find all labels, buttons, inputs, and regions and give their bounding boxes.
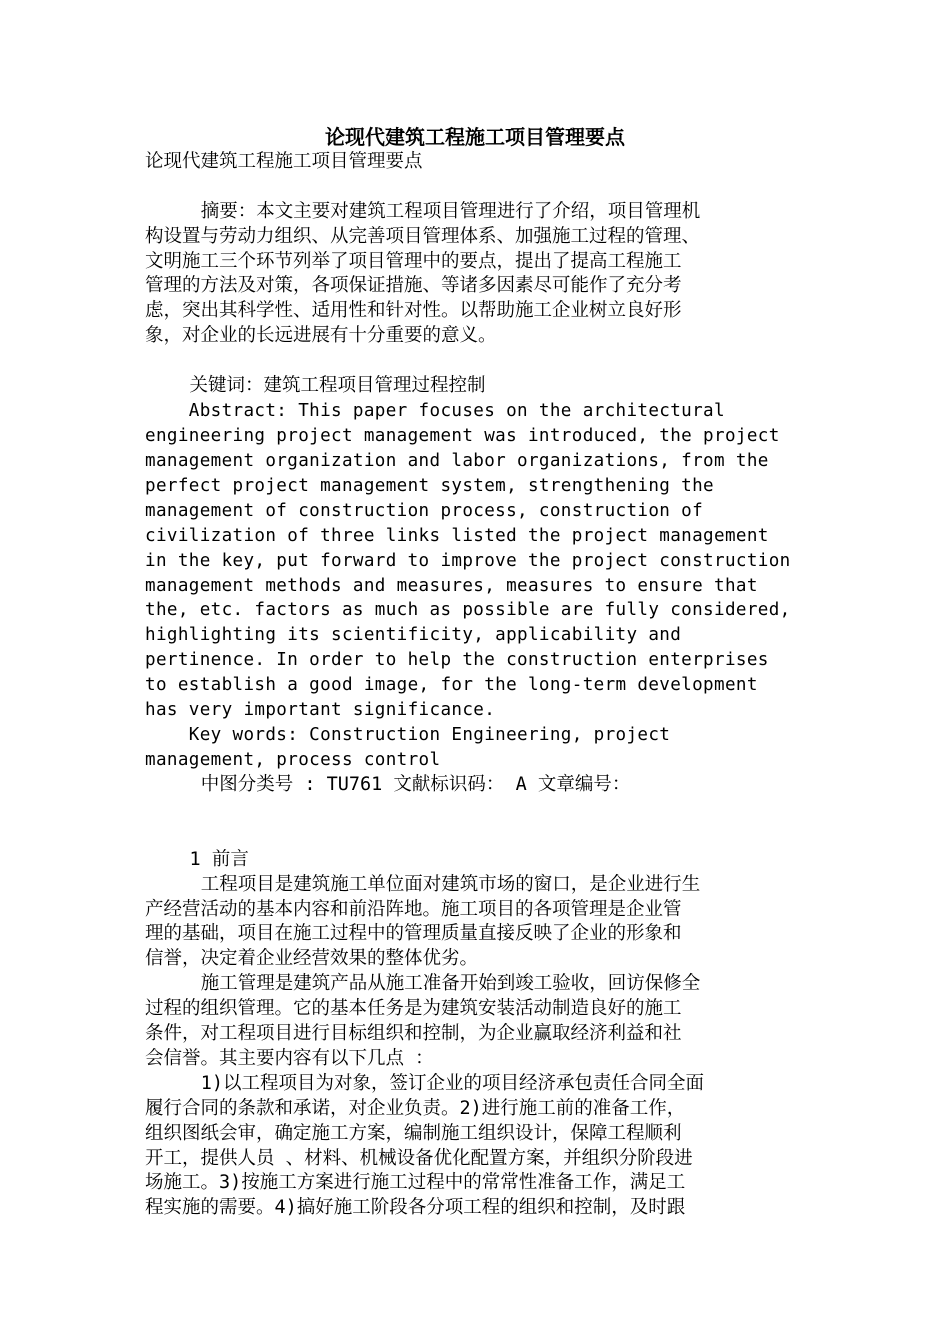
- abstract-line: 摘要：本文主要对建筑工程项目管理进行了介绍，项目管理机: [145, 201, 701, 222]
- document-title: 论现代建筑工程施工项目管理要点: [325, 125, 625, 149]
- body-line: 开工，提供人员 、材料、机械设备优化配置方案，并组织分阶段进: [145, 1148, 693, 1169]
- body-line: 组织图纸会审，确定施工方案，编制施工组织设计，保障工程顺利: [145, 1123, 682, 1144]
- body-line: 会信誉。其主要内容有以下几点 ：: [145, 1048, 434, 1069]
- english-abstract-line: management of construction process, construction of: [145, 501, 704, 521]
- body-line: 程实施的需要。4)搞好施工阶段各分项工程的组织和控制，及时跟: [145, 1197, 686, 1218]
- english-keywords-line: Key words: Construction Engineering, project: [145, 725, 671, 745]
- body-line: 履行合同的条款和承诺，对企业负责。2)进行施工前的准备工作，: [145, 1098, 686, 1119]
- english-abstract-line: management organization and labor organizations, from the: [145, 451, 769, 471]
- body-line: 理的基础，项目在施工过程中的管理质量直接反映了企业的形象和: [145, 923, 682, 944]
- english-abstract-line: has very important significance.: [145, 700, 496, 720]
- abstract-line: 虑，突出其科学性、适用性和针对性。以帮助施工企业树立良好形: [145, 300, 682, 321]
- body-line: 产经营活动的基本内容和前沿阵地。施工项目的各项管理是企业管: [145, 899, 682, 920]
- english-abstract-line: Abstract: This paper focuses on the architectural: [145, 401, 725, 421]
- english-abstract-line: the, etc. factors as much as possible are fully considered,: [145, 600, 791, 620]
- english-abstract-line: to establish a good image, for the long-term development: [145, 675, 758, 695]
- body-line: 场施工。3)按施工方案进行施工过程中的常常性准备工作，满足工: [145, 1172, 686, 1193]
- body-line: 过程的组织管理。它的基本任务是为建筑安装活动制造良好的施工: [145, 998, 682, 1019]
- english-abstract-line: in the key, put forward to improve the project construction: [145, 551, 791, 571]
- english-abstract-line: highlighting its scientificity, applicability and: [145, 625, 682, 645]
- abstract-line: 管理的方法及对策，各项保证措施、等诸多因素尽可能作了充分考: [145, 275, 682, 296]
- body-line: 信誉，决定着企业经营效果的整体优劣。: [145, 948, 479, 969]
- abstract-line: 构设置与劳动力组织、从完善项目管理体系、加强施工过程的管理、: [145, 226, 701, 247]
- abstract-line: 文明施工三个环节列举了项目管理中的要点，提出了提高工程施工: [145, 251, 682, 272]
- english-abstract-line: engineering project management was introduced, the project: [145, 426, 780, 446]
- body-line: 施工管理是建筑产品从施工准备开始到竣工验收，回访保修全: [145, 973, 701, 994]
- english-keywords-line: management, process control: [145, 750, 441, 770]
- section-heading: 1 前言: [145, 849, 249, 870]
- body-line: 1)以工程项目为对象，签订企业的项目经济承包责任合同全面: [145, 1073, 704, 1094]
- body-line: 条件，对工程项目进行目标组织和控制，为企业赢取经济利益和社: [145, 1023, 682, 1044]
- english-abstract-line: perfect project management system, strengthening the: [145, 476, 715, 496]
- subtitle-line: 论现代建筑工程施工项目管理要点: [145, 151, 423, 172]
- keywords-line: 关键词：建筑工程项目管理过程控制: [145, 375, 486, 396]
- english-abstract-line: civilization of three links listed the project management: [145, 526, 769, 546]
- english-abstract-line: pertinence. In order to help the construction enterprises: [145, 650, 769, 670]
- classification-line: 中图分类号 : TU761 文献标识码： A 文章编号：: [145, 774, 631, 795]
- abstract-line: 象，对企业的长远进展有十分重要的意义。: [145, 325, 497, 346]
- body-line: 工程项目是建筑施工单位面对建筑市场的窗口，是企业进行生: [145, 874, 701, 895]
- english-abstract-line: management methods and measures, measures to ensure that: [145, 576, 758, 596]
